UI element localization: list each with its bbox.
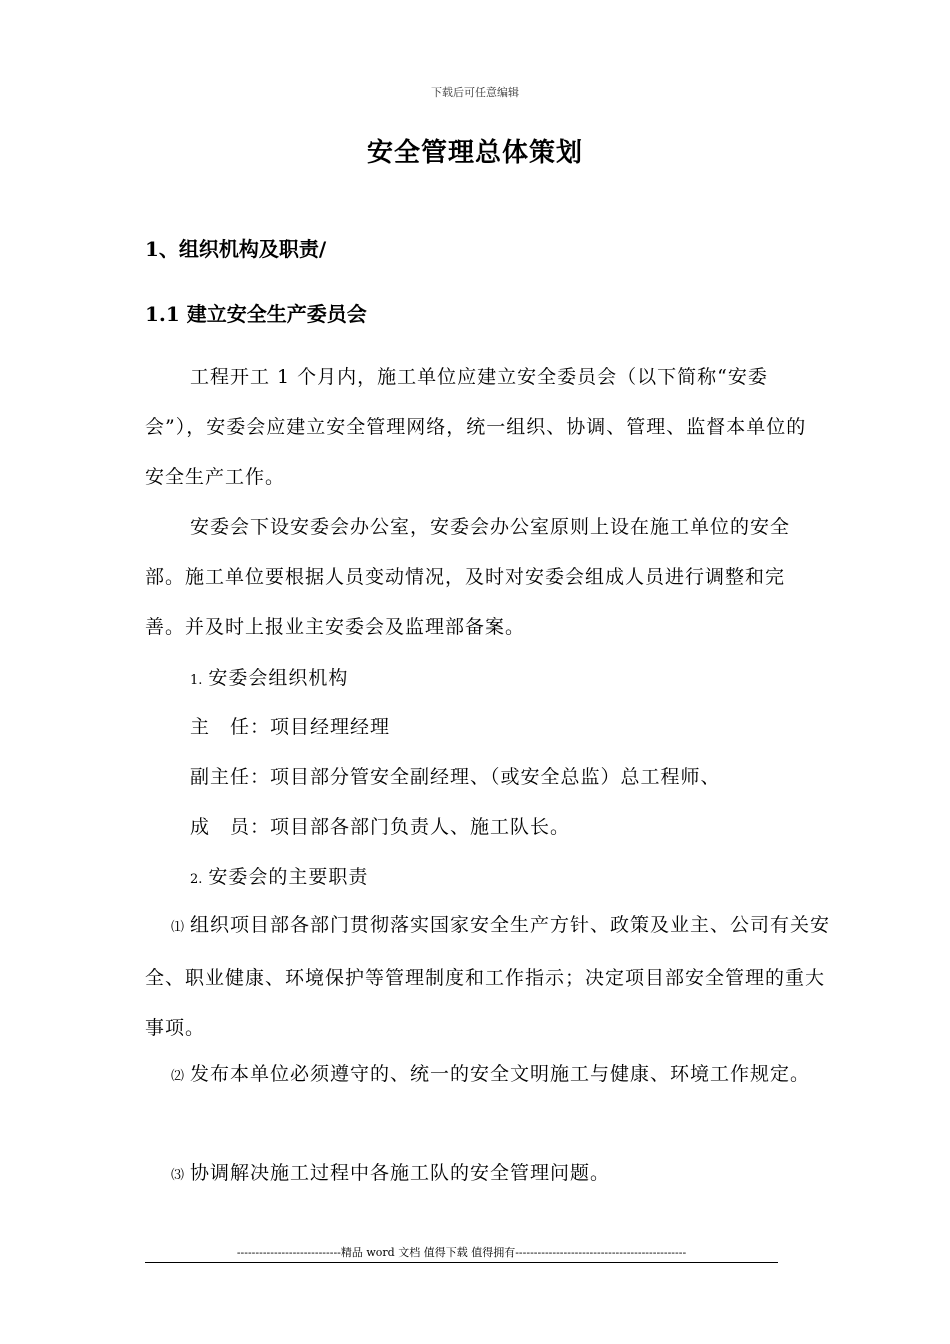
paragraph-1: 工程开工 1 个月内，施工单位应建立安全委员会（以下简称“安委会”），安委会应建立安全管理网络，统一组织、协调、管理、监督本单位的安全生产工作。: [145, 366, 807, 488]
duty-2-text: 发布本单位必须遵守的、统一的安全文明施工与健康、环境工作规定。: [190, 1063, 811, 1085]
duty-1: [145, 900, 830, 1053]
duty-1-number: ⑴: [170, 920, 184, 935]
list-item-2: [190, 862, 368, 889]
list-item-1-text: 安委会组织机构: [208, 667, 349, 689]
document-title: 安全管理总体策划: [366, 138, 583, 168]
duty-3: [145, 1148, 815, 1201]
header-note: 下载后可任意编辑: [431, 86, 519, 99]
footer-divider: [145, 1262, 778, 1263]
list-item-1-number: 1.: [190, 673, 203, 688]
duty-3-number: ⑶: [170, 1168, 184, 1183]
paragraph-2: 安委会下设安委会办公室，安委会办公室原则上设在施工单位的安全部。施工单位要根据人员变动情况，及时对安委会组成人员进行调整和完善。并及时上报业主安委会及监理部备案。: [145, 516, 791, 638]
footer-text: ----------------------------精品 word 文档 值得下载 值得拥有----------------------------------------------: [236, 1246, 687, 1259]
list-item-2-text: 安委会的主要职责: [208, 866, 369, 888]
section-heading-1-1: 1.1 建立安全生产委员会: [145, 302, 367, 326]
director-line: 主 任：项目经理经理: [190, 716, 391, 738]
list-item-2-number: 2.: [190, 872, 203, 887]
deputy-line: 副主任：项目部分管安全副经理、（或安全总监）总工程师、: [190, 766, 721, 788]
duty-1-text: 组织项目部各部门贯彻落实国家安全生产方针、政策及业主、公司有关安全、职业健康、环境保护等管理制度和工作指示；决定项目部安全管理的重大事项。: [145, 914, 831, 1039]
duty-2-number: ⑵: [170, 1069, 184, 1084]
duty-3-text: 协调解决施工过程中各施工队的安全管理问题。: [190, 1162, 611, 1184]
section-heading-1: 1、组织机构及职责/: [145, 237, 327, 261]
list-item-1: [190, 663, 348, 690]
members-line: 成 员：项目部各部门负责人、施工队长。: [190, 816, 571, 838]
duty-2: [145, 1049, 815, 1102]
